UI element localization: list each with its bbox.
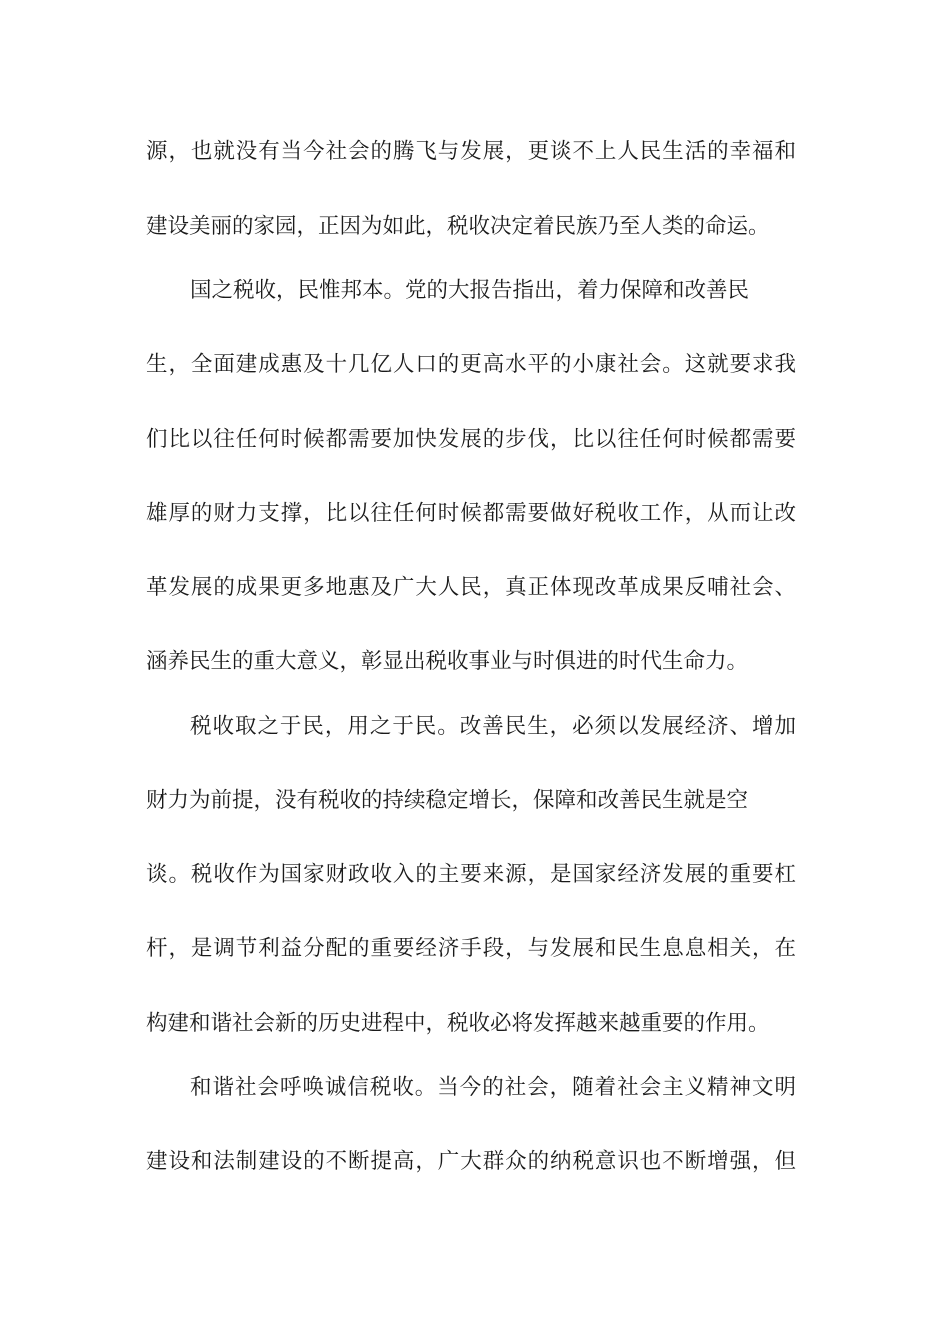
text-line: 雄厚的财力支撑，比以往任何时候都需要做好税收工作，从而让改 [146,501,796,526]
paragraph-first-line: 和谐社会呼唤诚信税收。当今的社会，随着社会主义精神文明 [190,1075,796,1100]
text-line: 生，全面建成惠及十几亿人口的更高水平的小康社会。这就要求我 [146,352,796,377]
text-line: 建设和法制建设的不断提高，广大群众的纳税意识也不断增强，但 [146,1149,796,1174]
text-line: 谈。税收作为国家财政收入的主要来源，是国家经济发展的重要杠 [146,862,796,887]
text-line: 建设美丽的家园，正因为如此，税收决定着民族乃至人类的命运。 [146,214,770,239]
text-line: 源，也就没有当今社会的腾飞与发展，更谈不上人民生活的幸福和 [146,139,796,164]
text-line: 革发展的成果更多地惠及广大人民，真正体现改革成果反哺社会、 [146,575,796,600]
text-line: 们比以往任何时候都需要加快发展的步伐，比以往任何时候都需要 [146,427,796,452]
text-line: 涵养民生的重大意义，彰显出税收事业与时俱进的时代生命力。 [146,649,749,674]
text-line: 杆，是调节利益分配的重要经济手段，与发展和民生息息相关，在 [146,936,796,961]
text-line: 财力为前提，没有税收的持续稳定增长，保障和改善民生就是空 [146,788,749,813]
text-line: 构建和谐社会新的历史进程中，税收必将发挥越来越重要的作用。 [146,1011,770,1036]
paragraph-first-line: 税收取之于民，用之于民。改善民生，必须以发展经济、增加 [190,714,796,739]
paragraph-first-line: 国之税收，民惟邦本。党的大报告指出，着力保障和改善民 [190,278,750,303]
